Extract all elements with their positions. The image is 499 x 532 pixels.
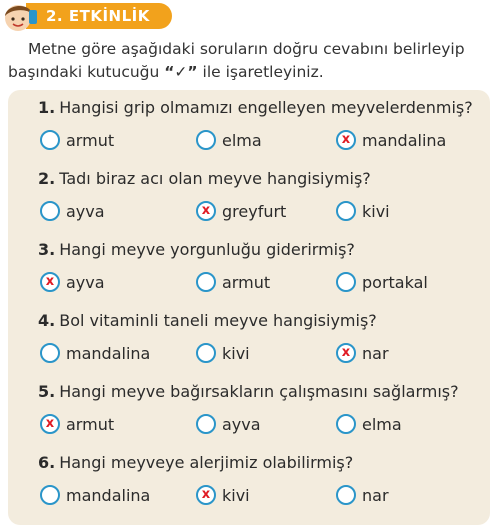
answer-option[interactable] — [40, 127, 114, 153]
question-6 — [8, 449, 490, 519]
question-text — [38, 240, 355, 259]
answer-radio[interactable] — [40, 414, 60, 434]
x-mark-icon: x — [45, 274, 55, 289]
answer-label: armut — [66, 130, 115, 150]
x-mark-icon: x — [201, 203, 211, 218]
answer-option[interactable] — [40, 482, 150, 508]
answer-option[interactable] — [336, 340, 389, 366]
answer-option[interactable] — [196, 340, 250, 366]
x-mark-icon — [338, 416, 354, 432]
question-label: Hangi meyve bağırsakların çalışmasını sağlarmış? — [59, 382, 459, 401]
answer-radio[interactable] — [196, 130, 216, 150]
instructions-part-1: Metne göre aşağıdaki soruların doğru cevabını belirleyip başındaki kutucuğu — [8, 40, 465, 81]
x-mark-icon: x — [341, 345, 351, 360]
question-text — [38, 382, 459, 401]
answer-label: kivi — [362, 201, 390, 221]
answer-radio[interactable] — [40, 201, 60, 221]
x-mark-icon — [338, 203, 354, 219]
answer-label: ayva — [66, 201, 105, 221]
answer-label: armut — [222, 272, 271, 292]
answer-option[interactable] — [40, 269, 105, 295]
answer-radio[interactable] — [196, 485, 216, 505]
answer-radio[interactable] — [336, 414, 356, 434]
answer-option[interactable] — [40, 340, 150, 366]
x-mark-icon — [198, 416, 214, 432]
answer-option[interactable] — [196, 198, 286, 224]
question-text — [38, 98, 473, 117]
question-text — [38, 453, 353, 472]
answer-option[interactable] — [40, 411, 114, 437]
x-mark-icon — [42, 487, 58, 503]
answer-radio[interactable] — [336, 485, 356, 505]
answer-option[interactable] — [336, 411, 402, 437]
answer-option[interactable] — [196, 269, 270, 295]
x-mark-icon — [42, 345, 58, 361]
answer-label: ayva — [222, 414, 261, 434]
answer-label: portakal — [362, 272, 428, 292]
checkmark-symbol: “✓” — [164, 63, 198, 81]
answer-radio[interactable] — [336, 130, 356, 150]
question-2 — [8, 165, 490, 235]
answer-label: kivi — [222, 343, 250, 363]
answer-radio[interactable] — [40, 130, 60, 150]
answer-radio[interactable] — [336, 343, 356, 363]
answer-radio[interactable] — [336, 201, 356, 221]
answer-label: greyfurt — [222, 201, 287, 221]
x-mark-icon: x — [201, 487, 211, 502]
question-number: 6. — [38, 453, 56, 472]
answer-radio[interactable] — [196, 201, 216, 221]
answer-radio[interactable] — [40, 343, 60, 363]
question-label: Hangi meyve yorgunluğu giderirmiş? — [59, 240, 355, 259]
x-mark-icon — [198, 345, 214, 361]
question-number: 2. — [38, 169, 56, 188]
answer-label: nar — [362, 485, 389, 505]
answer-option[interactable] — [336, 198, 390, 224]
answer-radio[interactable] — [196, 343, 216, 363]
answer-label: mandalina — [66, 485, 151, 505]
answer-option[interactable] — [40, 198, 105, 224]
answer-label: ayva — [66, 272, 105, 292]
question-text — [38, 169, 371, 188]
question-label: Hangi meyveye alerjimiz olabilirmiş? — [59, 453, 354, 472]
question-4 — [8, 307, 490, 377]
x-mark-icon — [42, 132, 58, 148]
answer-option[interactable] — [336, 127, 446, 153]
answer-radio[interactable] — [40, 485, 60, 505]
answer-radio[interactable] — [196, 414, 216, 434]
instructions-text — [8, 38, 493, 84]
question-text — [38, 311, 377, 330]
activity-header — [0, 0, 499, 34]
question-number: 1. — [38, 98, 56, 117]
question-number: 3. — [38, 240, 56, 259]
answer-radio[interactable] — [196, 272, 216, 292]
x-mark-icon: x — [45, 416, 55, 431]
question-number: 4. — [38, 311, 56, 330]
questions-panel — [8, 90, 490, 525]
x-mark-icon — [338, 274, 354, 290]
answer-label: mandalina — [362, 130, 447, 150]
answer-radio[interactable] — [336, 272, 356, 292]
question-label: Hangisi grip olmamızı engelleyen meyvelerdenmiş? — [59, 98, 473, 117]
x-mark-icon — [338, 487, 354, 503]
instructions-part-2: ile işaretleyiniz. — [197, 63, 324, 81]
x-mark-icon — [42, 203, 58, 219]
activity-title: 2. ETKİNLİK — [26, 3, 172, 29]
child-mascot-icon — [0, 0, 38, 34]
question-5 — [8, 378, 490, 448]
answer-label: mandalina — [66, 343, 151, 363]
answer-option[interactable] — [336, 482, 389, 508]
question-label: Tadı biraz acı olan meyve hangisiymiş? — [59, 169, 371, 188]
answer-option[interactable] — [336, 269, 428, 295]
x-mark-icon: x — [341, 132, 351, 147]
answer-option[interactable] — [196, 482, 250, 508]
x-mark-icon — [198, 132, 214, 148]
answer-option[interactable] — [196, 127, 262, 153]
answer-label: elma — [362, 414, 402, 434]
question-3 — [8, 236, 490, 306]
answer-label: kivi — [222, 485, 250, 505]
answer-label: armut — [66, 414, 115, 434]
answer-label: elma — [222, 130, 262, 150]
question-number: 5. — [38, 382, 56, 401]
answer-label: nar — [362, 343, 389, 363]
answer-radio[interactable] — [40, 272, 60, 292]
question-1 — [8, 94, 490, 164]
x-mark-icon — [198, 274, 214, 290]
answer-option[interactable] — [196, 411, 261, 437]
question-label: Bol vitaminli taneli meyve hangisiymiş? — [59, 311, 377, 330]
